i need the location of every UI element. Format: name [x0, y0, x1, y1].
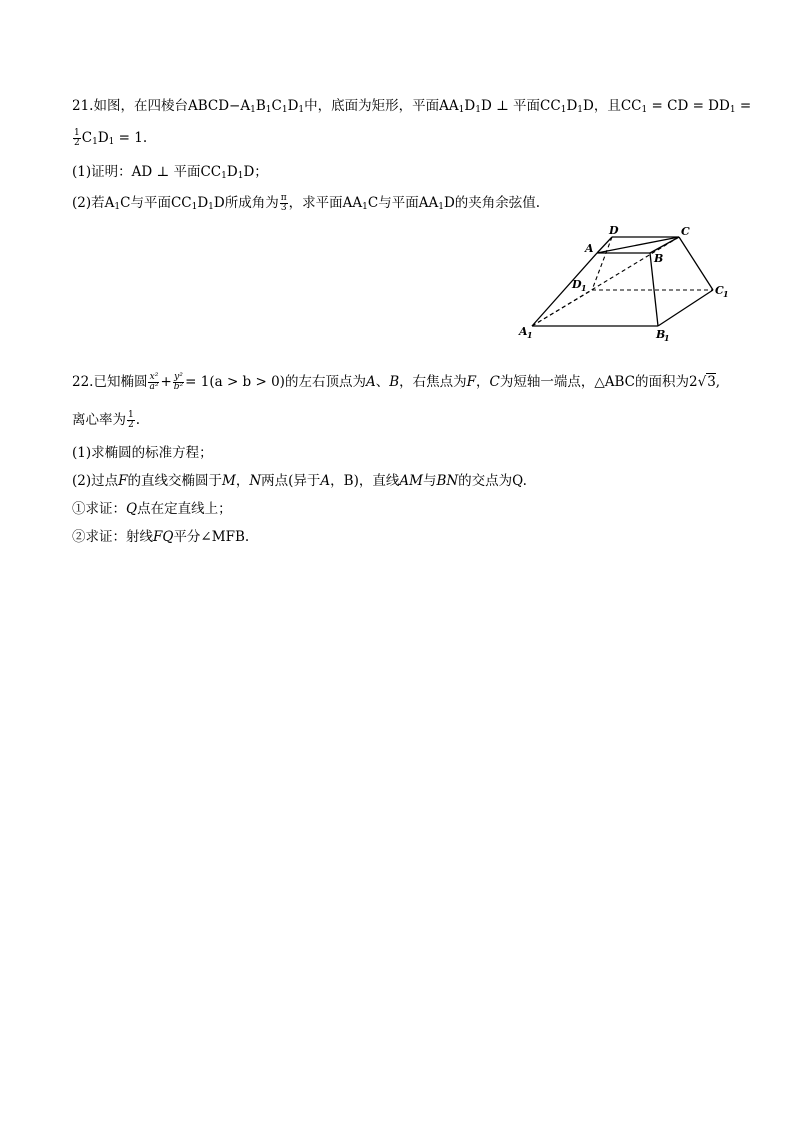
- subscript: 1: [438, 202, 444, 212]
- plus-sign: +: [160, 374, 172, 390]
- q22-text: 的直线交椭圆于: [127, 473, 222, 489]
- label-B: B: [654, 252, 664, 265]
- q21-line-1: [72, 96, 751, 120]
- hidden-DD1: [592, 237, 612, 290]
- subscript: 1: [114, 202, 121, 212]
- denominator: 3: [280, 203, 287, 213]
- numerator: 1: [74, 128, 80, 138]
- q22-line-1: [72, 372, 720, 392]
- q21-text: 如图，在四棱台ABCD−A: [93, 98, 251, 114]
- fraction-y2-b2: [173, 373, 184, 392]
- q21-text: C: [81, 130, 93, 146]
- subscript: 1: [208, 202, 214, 212]
- q21-number: 21.: [72, 98, 94, 114]
- var-F: F: [466, 374, 476, 390]
- q22-text: (2)过点: [72, 473, 119, 489]
- q22-text: .: [135, 412, 141, 428]
- label-A1: A: [519, 325, 528, 338]
- var-N: N: [249, 473, 262, 489]
- q21-text: =: [735, 98, 752, 114]
- q22-text: 的交点为Q.: [458, 473, 527, 489]
- numerator: π: [280, 193, 287, 203]
- subscript: 1: [560, 105, 567, 115]
- q22-number: 22.: [72, 374, 94, 390]
- q22-text: 为短轴一端点，: [499, 374, 595, 390]
- subscript: 1: [298, 105, 305, 115]
- subscript: 1: [475, 105, 481, 115]
- label-A1-sub: 1: [527, 330, 533, 340]
- edge-AA1: [532, 253, 597, 326]
- q21-text: D ⊥ 平面CC: [480, 98, 561, 114]
- q22-text: ,: [715, 374, 721, 390]
- subscript: 1: [108, 137, 115, 147]
- numerator: 1: [128, 410, 134, 420]
- var-A: A: [365, 374, 376, 390]
- label-C1-sub: 1: [723, 289, 729, 299]
- subscript: 1: [221, 171, 227, 181]
- q22-sub-1: [72, 499, 232, 519]
- q21-text: B: [255, 98, 266, 114]
- var-C: C: [489, 374, 500, 390]
- numerator: x²: [149, 372, 159, 382]
- var-B: B: [389, 374, 400, 390]
- q22-text: ，右焦点为: [399, 374, 467, 390]
- q21-text: D: [97, 130, 109, 146]
- subscript: 1: [92, 137, 98, 147]
- denominator: 2: [128, 420, 134, 430]
- denominator: 2: [74, 138, 80, 148]
- q22-part-1: (1)求椭圆的标准方程；: [72, 445, 213, 461]
- q22-text: △ABC的面积为2: [594, 374, 698, 390]
- q21-text: D: [566, 98, 578, 114]
- q21-text: 中，底面为矩形，平面AA: [304, 98, 459, 114]
- fraction-eccentricity: [127, 411, 135, 430]
- q21-line-2: [72, 128, 147, 152]
- q22-text: ，B)，直线: [330, 473, 400, 489]
- label-A: A: [585, 242, 594, 255]
- q21-text: ，求平面AA: [288, 195, 363, 211]
- subscript: 1: [362, 202, 368, 212]
- label-C: C: [681, 225, 690, 238]
- q22-text: 与: [422, 473, 437, 489]
- q21-text: D的夹角余弦值.: [443, 195, 541, 211]
- q21-text: C与平面CC: [120, 195, 192, 211]
- q22-sub-2: [72, 527, 249, 547]
- fraction-half: [73, 129, 81, 148]
- q21-part-1: [72, 162, 268, 186]
- q22-text: 离心率为: [72, 412, 126, 428]
- q22-text: = 1(a > b > 0)的左右顶点为: [185, 374, 366, 390]
- var-BN: BN: [436, 473, 459, 489]
- edge-CC1: [679, 237, 713, 290]
- subscript: 1: [265, 105, 272, 115]
- sqrt-radicand: 3: [707, 374, 716, 390]
- var-F: F: [118, 473, 128, 489]
- q21-text: (2)若A: [72, 195, 115, 211]
- q22-line-2: [72, 410, 140, 430]
- subscript: 1: [458, 105, 465, 115]
- subscript: 1: [281, 105, 288, 115]
- var-A: A: [320, 473, 331, 489]
- q22-text: 、: [375, 374, 390, 390]
- q21-text: (1)证明：AD ⊥ 平面CC: [72, 164, 222, 180]
- sqrt-sign: √: [697, 374, 707, 390]
- q21-text: D: [197, 195, 209, 211]
- numerator: y²: [174, 372, 183, 382]
- denominator: a²: [149, 382, 159, 392]
- subscript: 1: [237, 171, 244, 181]
- q22-text: ，: [235, 473, 250, 489]
- denominator: b²: [173, 382, 184, 392]
- q21-text: D；: [243, 164, 268, 180]
- var-FQ: FQ: [153, 529, 174, 545]
- var-Q: Q: [126, 501, 138, 517]
- q22-part-2: [72, 471, 527, 491]
- q22-text: ②求证：射线: [72, 529, 153, 545]
- q21-text: D所成角为: [213, 195, 279, 211]
- var-AM: AM: [399, 473, 423, 489]
- subscript: 1: [191, 202, 198, 212]
- subscript: 1: [729, 105, 736, 115]
- edge-B1C1: [658, 290, 713, 326]
- q21-part-2: [72, 193, 540, 217]
- q21-text: D，且CC: [583, 98, 642, 114]
- q21-text: C: [271, 98, 282, 114]
- subscript: 1: [641, 105, 648, 115]
- q21-text: D: [464, 98, 476, 114]
- label-D: D: [609, 224, 619, 237]
- q21-text: = CD = DD: [647, 98, 730, 114]
- label-C1: C: [715, 284, 724, 297]
- fraction-pi-over-3: [280, 194, 288, 213]
- q22-text: 平分∠MFB.: [173, 529, 250, 545]
- label-B1-sub: 1: [664, 333, 670, 343]
- q22-text: ①求证：: [72, 501, 126, 517]
- subscript: 1: [250, 105, 256, 115]
- q22-text: 点在定直线上；: [137, 501, 232, 517]
- label-D1-sub: 1: [581, 283, 587, 293]
- q21-text: D: [287, 98, 299, 114]
- fraction-x2-a2: [148, 373, 159, 392]
- q21-text: = 1.: [114, 130, 148, 146]
- label-D1: D: [572, 278, 582, 291]
- q22-text: 已知椭圆: [93, 374, 148, 390]
- q21-text: C与平面AA: [367, 195, 439, 211]
- q22-text: ，: [476, 374, 490, 390]
- frustum-figure: [510, 222, 740, 344]
- subscript: 1: [577, 105, 584, 115]
- q22-text: 两点(异于: [261, 473, 321, 489]
- q21-text: D: [226, 164, 238, 180]
- var-M: M: [222, 473, 236, 489]
- label-B1: B: [656, 328, 666, 341]
